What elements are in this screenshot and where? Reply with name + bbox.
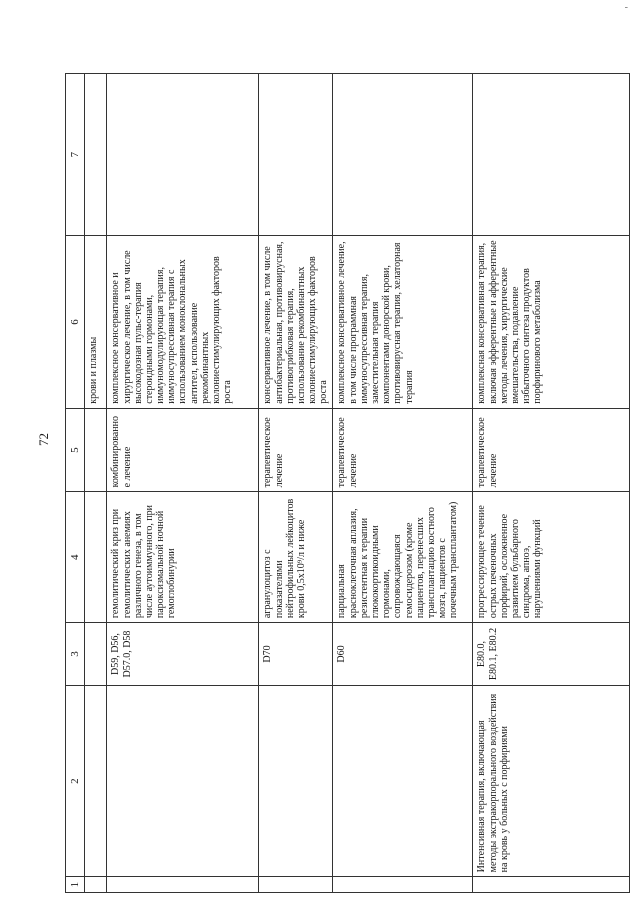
header-col-6: 6 [66, 236, 85, 409]
cell-icd-codes: D59, D56, D57.0, D58 [107, 623, 259, 686]
cell-col6: крови и плазмы [85, 236, 107, 409]
header-col-1: 1 [66, 877, 85, 893]
header-col-2: 2 [66, 685, 85, 876]
cell-treatment-type: терапевтическое лечение [333, 408, 473, 492]
cell-col7 [85, 74, 107, 236]
table-row [85, 74, 107, 893]
cell-treatment-type: комбинированное лечение [107, 408, 259, 492]
cell-treatment-method: комплексное консервативное и хирургическое лечение, в том числе высокодозная пульс-терапия стероидными гормонами, иммуномодулирующая терапия, иммуносупрессивная терапия с использованием моноклональных антител, использование рекомбинантных колониестимулирующих факторов роста [107, 236, 259, 409]
corner-mark: - [624, 2, 628, 13]
cell-col2 [259, 685, 333, 876]
cell-diagnosis: парциальная красноклеточная аплазия, резистентная к терапии глюкокортикоидными гормонами, сопровождающаяся гемосидерозом (кроме пациентов, перенесших трансплантацию костного мозга, пациентов с почечным трансплантатом) [333, 492, 473, 623]
cell-icd-codes: D70 [259, 623, 333, 686]
table-row [259, 74, 333, 893]
header-col-5: 5 [66, 408, 85, 492]
header-col-4: 4 [66, 492, 85, 623]
page-number: 72 [36, 433, 51, 446]
cell-diagnosis: прогрессирующее течение острых печеночных порфирий, осложненное развитием бульбарного синдрома, апноэ, нарушениями функций [473, 492, 630, 623]
cell-treatment-method: консервативное лечение, в том числе антибактериальная, противовирусная, противогрибковая терапия, использование рекомбинантных колониестимулирующих факторов роста [259, 236, 333, 409]
cell-col2 [107, 685, 259, 876]
cell-treatment-type: терапевтическое лечение [473, 408, 630, 492]
cell-col1 [333, 877, 473, 893]
table-row [333, 74, 473, 893]
cell-col1 [107, 877, 259, 893]
header-row [66, 74, 85, 893]
cell-col7 [107, 74, 259, 236]
cell-col2 [333, 685, 473, 876]
cell-treatment-method: комплексная консервативная терапия, включая эфферентные и афферентные методы лечения, хирургические вмешательства, подавление избыточного синтеза продуктов порфиринового метаболизма [473, 236, 630, 409]
cell-icd-codes: D60 [333, 623, 473, 686]
cell-col7 [259, 74, 333, 236]
header-col-7: 7 [66, 74, 85, 236]
cell-col5 [85, 408, 107, 492]
cell-icd-codes: E80.0, E80.1, E80.2 [473, 623, 630, 686]
cell-treatment-method: комплексное консервативное лечение, в том числе программная иммуносупрессивная терапия, заместительная терапия компонентами донорской крови, противовирусная терапия, хелаторная терапия [333, 236, 473, 409]
cell-col1 [85, 877, 107, 893]
cell-col7 [473, 74, 630, 236]
cell-diagnosis: агранулоцитоз с показателями нейтрофильных лейкоцитов крови 0,5х10⁹/л и ниже [259, 492, 333, 623]
cell-col3 [85, 623, 107, 686]
table-row [473, 74, 630, 893]
cell-diagnosis: гемолитический криз при гемолитических анемиях различного генеза, в том числе аутоиммунного, при пароксизмальной ночной гемоглобинурии [107, 492, 259, 623]
treatment-table [65, 73, 630, 893]
cell-col2 [85, 685, 107, 876]
cell-col4 [85, 492, 107, 623]
cell-treatment-type: терапевтическое лечение [259, 408, 333, 492]
rotated-page [0, 65, 640, 905]
cell-col7 [333, 74, 473, 236]
table-row [107, 74, 259, 893]
header-col-3: 3 [66, 623, 85, 686]
cell-col1 [473, 877, 630, 893]
cell-col1 [259, 877, 333, 893]
cell-section-name: Интенсивная терапия, включающая методы экстракорпорального воздействия на кровь у больных с порфириями [473, 685, 630, 876]
